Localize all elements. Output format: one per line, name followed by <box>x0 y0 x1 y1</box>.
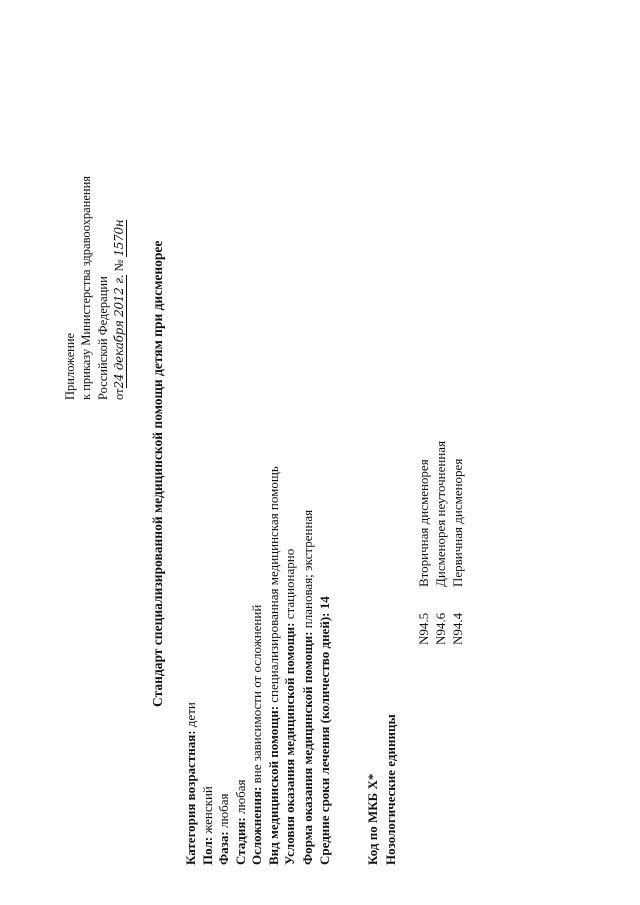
document-title: Стандарт специализированной медицинской помощи детям при дисменорее <box>150 240 165 707</box>
appendix-heading: Приложение <box>63 332 77 400</box>
field-label: Средние сроки лечения (количество дней): <box>317 612 332 865</box>
field-label: Вид медицинской помощи: <box>266 705 281 865</box>
appendix-order-line: к приказу Министерства здравоохранения <box>79 175 93 400</box>
appendix-date-line <box>111 220 127 400</box>
field-label: Пол: <box>200 836 215 865</box>
field-care-type <box>266 466 282 865</box>
icd-name: Вторичная дисменорея <box>416 459 431 587</box>
field-complications <box>249 605 265 865</box>
number-prefix: № <box>112 259 126 272</box>
field-care-form <box>300 510 316 865</box>
field-phase <box>216 793 232 865</box>
field-value: дети <box>183 702 198 731</box>
icd-name: Первичная дисменорея <box>450 458 465 587</box>
icd-code: N94.6 <box>433 612 448 645</box>
field-treatment-duration <box>317 596 333 865</box>
field-label: Категория возрастная: <box>183 730 198 865</box>
field-age-category <box>183 702 199 865</box>
field-value: плановая; экстренная <box>300 509 315 632</box>
field-care-conditions <box>282 549 298 865</box>
field-label: Фаза: <box>216 831 231 865</box>
field-label: Осложнения: <box>249 786 264 865</box>
date-prefix: от <box>112 388 126 400</box>
field-value: любая <box>216 793 231 832</box>
handwritten-date: 24 декабря 2012 г. <box>112 274 126 389</box>
appendix-federation-line: Российской Федерации <box>96 276 110 400</box>
field-label: Условия оказания медицинской помощи: <box>282 622 297 865</box>
icd-name: Дисменорея неуточненная <box>433 440 448 587</box>
handwritten-number: 1570н <box>112 219 126 257</box>
field-value: стационарно <box>282 548 297 623</box>
nosology-label: Нозологические единицы <box>383 714 398 865</box>
field-value: женский <box>200 786 215 837</box>
icd-code: N94.4 <box>450 612 465 645</box>
field-value: вне зависимости от осложнений <box>249 604 264 787</box>
field-stage <box>233 779 249 865</box>
field-value: 14 <box>317 596 332 613</box>
field-value: любая <box>233 779 248 818</box>
mkb-code-label: Код по МКБ X* <box>365 773 380 865</box>
field-sex <box>200 786 216 865</box>
field-value: специализированная медицинская помощь <box>266 466 281 706</box>
icd-code: N94.5 <box>416 612 431 645</box>
field-label: Форма оказания медицинской помощи: <box>300 631 315 865</box>
field-label: Стадия: <box>233 817 248 865</box>
